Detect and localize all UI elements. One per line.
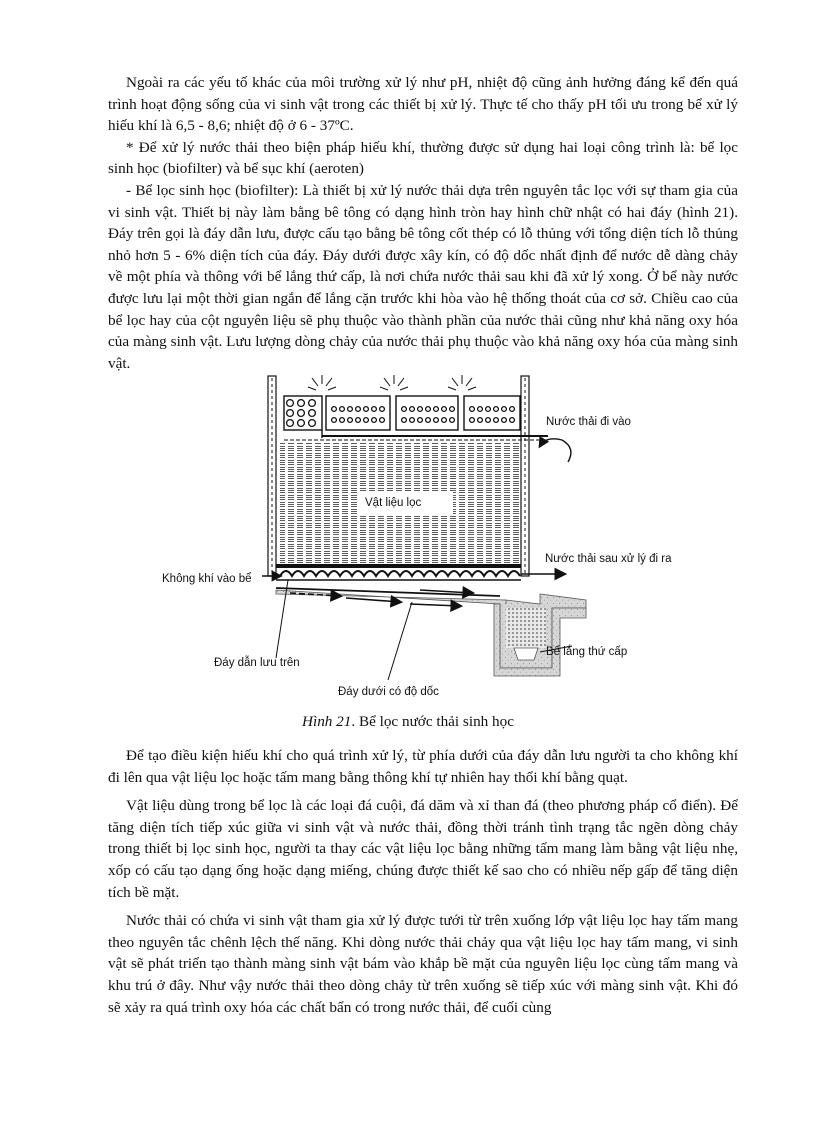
biofilter-figure — [0, 368, 816, 718]
outlet-label: Nước thải sau xử lý đi ra — [545, 553, 672, 565]
caption-number: Hình 21 — [302, 713, 352, 730]
paragraph: - Bể lọc sinh học (biofilter): Là thiết bị xử lý nước thải dựa trên nguyên tắc lọc với sự tham gia của vi sinh vật. Thiết bị này làm bằng bê tông có dạng hình tròn hay hình chữ nhật có hai đáy (hình 21). Đáy trên gọi là đáy dẫn lưu, được cấu tạo bằng bê tông cốt thép có lỗ thủng với tổng diện tích lỗ thủng nhỏ hơn 5 - 6% diện tích của đáy. Đáy dưới được xây kín, có độ dốc nhất định để nước dễ dàng chảy về một phía và thông với bể lắng thứ cấp, là nơi chứa nước thải sau khi đã xử lý xong. Ở bể này nước được lưu lại một thời gian ngắn để lắng cặn trước khi hòa vào hệ thống thoát của cơ sở. Chiều cao của bể lọc hay của cột nguyên liệu sẽ phụ thuộc vào thành phần của nước thải cũng như khả năng oxy hóa của màng sinh vật. Lưu lượng dòng chảy của nước thải phụ thuộc vào khả năng oxy hóa của màng sinh vật. — [108, 181, 738, 372]
paragraph: Nước thải có chứa vi sinh vật tham gia xử lý được tưới từ trên xuống lớp vật liệu lọc hay tấm mang theo nguyên tắc chênh lệch thế năng. Khi dòng nước thải chảy qua vật liệu lọc hay tấm mang, vi sinh vật sẽ phát triển tạo thành màng sinh vật bám vào khắp bề mặt của nguyên liệu lọc cùng tấm mang và khu trú ở đây. Như vậy nước thải theo dòng chảy từ trên xuống sẽ tiếp xúc với màng sinh vật. Khi đó sẽ xảy ra quá trình oxy hóa các chất bẩn có trong nước thải, để cuối cùng — [108, 912, 738, 1016]
lower-floor-label: Đáy dưới có độ dốc — [338, 686, 439, 698]
air-label: Không khí vào bể — [162, 573, 252, 585]
paragraph: Vật liệu dùng trong bể lọc là các loại đá cuội, đá dăm và xỉ than đá (theo phương pháp cổ điển). Để tăng diện tích tiếp xúc giữa vi sinh vật và nước thải, đồng thời tránh tình trạng tắc ngẽn dòng chảy trong thiết bị lọc sinh học, người ta thay các vật liệu lọc bằng những tấm mang làm bằng vật liệu nhẹ, xốp có cấu tạo dạng ống hoặc dạng miếng, chúng được thiết kế sao cho có nhiều nếp gấp để tăng diện tích bề mặt. — [108, 797, 738, 901]
settling-tank-sludge — [506, 608, 546, 648]
paragraph: * Để xử lý nước thải theo biện pháp hiếu khí, thường được sử dụng hai loại công trình là: bể lọc sinh học (biofilter) và bể sục khí (aeroten) — [108, 138, 738, 178]
bottom-text — [108, 745, 738, 1018]
figure-caption — [0, 713, 816, 731]
media-label: Vật liệu lọc — [365, 497, 422, 509]
biofilter-diagram — [0, 368, 816, 718]
secondary-tank-label: Bể lắng thứ cấp — [546, 646, 628, 658]
upper-floor-label: Đáy dẫn lưu trên — [214, 657, 300, 669]
inlet-arrow — [540, 439, 571, 462]
underdrain-coils — [280, 571, 520, 576]
spray-icon — [308, 375, 476, 390]
distribution-channels — [284, 396, 548, 440]
inlet-label: Nước thải đi vào — [546, 416, 631, 428]
top-text — [108, 72, 738, 374]
caption-text: . Bể lọc nước thải sinh học — [351, 713, 514, 730]
paragraph: Ngoài ra các yếu tố khác của môi trường xử lý như pH, nhiệt độ cũng ảnh hưởng đáng kể đến quá trình hoạt động sống của vi sinh vật trong các thiết bị xử lý. Thực tế cho thấy pH tối ưu trong bể xử lý hiếu khí là 6,5 - 8,6; nhiệt độ ở 6 - 37ºC. — [108, 74, 738, 135]
paragraph: Để tạo điều kiện hiếu khí cho quá trình xử lý, từ phía dưới của đáy dẫn lưu người ta cho không khí đi lên qua vật liệu lọc hoặc tấm mang bằng thông khí tự nhiên hay thổi khí bằng quạt. — [108, 747, 738, 786]
